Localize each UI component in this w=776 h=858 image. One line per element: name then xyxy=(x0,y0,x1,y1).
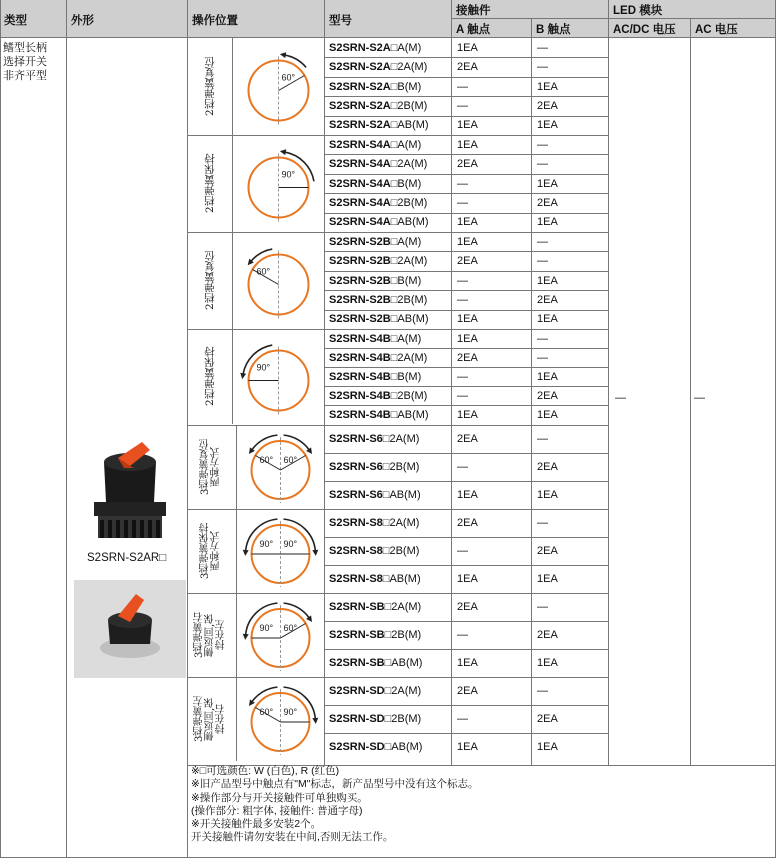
model-suffix: 2A(M) xyxy=(397,61,428,74)
contact-a-value: 1EA xyxy=(457,489,478,501)
model-suffix: 2A(M) xyxy=(397,255,428,268)
model-cell xyxy=(329,517,419,529)
contact-a-value: — xyxy=(457,389,468,402)
model-prefix: S2SRN-S2A xyxy=(329,61,391,74)
contact-b-value: — xyxy=(537,685,548,697)
product-image-front xyxy=(80,440,180,545)
model-cell xyxy=(329,275,421,287)
model-suffix: AB(M) xyxy=(389,489,421,501)
operation-label-line: 3档弹簧保持 xyxy=(200,522,211,580)
model-prefix: S2SRN-SD xyxy=(329,685,385,697)
angle-label: 90° xyxy=(259,538,274,549)
position-diagram xyxy=(233,38,324,135)
model-cell xyxy=(329,61,427,73)
angle-label: 60° xyxy=(256,266,271,277)
angle-label: 90° xyxy=(283,538,298,549)
operation-label xyxy=(200,429,222,505)
model-suffix: 2B(M) xyxy=(389,461,420,473)
model-prefix: S2SRN-SD xyxy=(329,741,385,753)
position-diagram xyxy=(233,135,324,232)
arrow-head xyxy=(280,149,286,155)
model-cell xyxy=(329,197,427,209)
model-cell xyxy=(329,601,421,613)
contact-a-value: 2EA xyxy=(457,61,478,74)
model-suffix: B(M) xyxy=(397,80,422,93)
model-cell xyxy=(329,119,429,131)
contact-b-value: — xyxy=(537,517,548,529)
angle-label: 90° xyxy=(256,362,271,373)
color-option-box: □ xyxy=(390,332,398,345)
model-cell xyxy=(329,352,427,364)
operation-label-line: 侧返回,保 xyxy=(205,613,216,657)
model-suffix: 2A(M) xyxy=(391,601,422,613)
contact-b-value: 1EA xyxy=(537,489,558,501)
model-prefix: S2SRN-S4A xyxy=(329,177,391,190)
angle-label: 60° xyxy=(281,72,296,83)
operation-label-line: 2档弹簧复位 xyxy=(204,250,216,311)
contact-a-value: 2EA xyxy=(457,158,478,171)
color-option-box: □ xyxy=(390,293,398,306)
position-diagram xyxy=(233,232,324,329)
angle-label: 90° xyxy=(281,169,296,180)
model-cell xyxy=(329,741,422,753)
position-diagram xyxy=(237,509,324,593)
model-prefix: S2SRN-S2A xyxy=(329,41,391,54)
note-2: ※旧产品型号中触点有"M"标志，新产品型号中没有这个标志。 xyxy=(191,778,479,791)
position-diagram xyxy=(237,425,324,509)
note-1: ※□可选颜色: W (白色), R (红色) xyxy=(191,765,340,777)
model-cell xyxy=(329,255,427,267)
model-suffix: 2B(M) xyxy=(397,99,428,112)
model-prefix: S2SRN-S8 xyxy=(329,545,383,557)
color-option-box: □ xyxy=(384,629,392,641)
arrow-head xyxy=(312,550,318,556)
model-suffix: 2B(M) xyxy=(389,545,420,557)
operation-label-line: 侧返回,保 xyxy=(205,697,216,741)
contact-b-value: 2EA xyxy=(537,293,558,306)
contact-a-value: 2EA xyxy=(457,255,478,268)
type-line-3: 非齐平型 xyxy=(3,69,47,82)
led-acdc-value: — xyxy=(615,392,626,404)
model-suffix: AB(M) xyxy=(397,216,429,229)
contact-b-value: 1EA xyxy=(537,216,558,229)
model-cell xyxy=(329,294,427,306)
operation-label xyxy=(194,597,227,673)
contact-b-value: 1EA xyxy=(537,408,558,421)
color-option-box: □ xyxy=(390,408,398,421)
model-prefix: S2SRN-S4B xyxy=(329,408,391,421)
color-option-box: □ xyxy=(384,657,392,669)
contact-a-value: — xyxy=(457,545,468,557)
position-diagram xyxy=(233,329,324,424)
header-contact-group: 接触件 xyxy=(452,0,608,18)
angle-label: 90° xyxy=(259,622,274,633)
model-suffix: 2A(M) xyxy=(389,517,420,529)
contact-b-value: 2EA xyxy=(537,713,558,725)
operation-label-line: 持在右 xyxy=(216,704,227,734)
operation-label-line: 3档弹簧左 xyxy=(194,695,205,743)
contact-a-value: 2EA xyxy=(457,517,478,529)
contact-b-value: 1EA xyxy=(537,573,558,585)
model-prefix: S2SRN-S2A xyxy=(329,99,391,112)
model-suffix: 2A(M) xyxy=(391,685,422,697)
model-prefix: S2SRN-S8 xyxy=(329,517,383,529)
angle-label: 60° xyxy=(259,706,274,717)
model-prefix: S2SRN-S6 xyxy=(329,433,383,445)
model-cell xyxy=(329,178,421,190)
product-image-panel xyxy=(74,580,186,678)
contact-b-value: 1EA xyxy=(537,80,558,93)
model-suffix: AB(M) xyxy=(397,408,429,421)
contact-a-value: 1EA xyxy=(457,408,478,421)
color-option-box: □ xyxy=(382,433,390,445)
model-suffix: 2B(M) xyxy=(391,713,422,725)
model-cell xyxy=(329,545,419,557)
model-cell xyxy=(329,629,421,641)
contact-b-value: — xyxy=(537,158,548,171)
contact-a-value: — xyxy=(457,629,468,641)
arrow-head xyxy=(243,634,249,640)
arrow-head xyxy=(240,373,246,379)
color-option-box: □ xyxy=(382,573,390,585)
contact-b-value: — xyxy=(537,235,548,248)
note-3: ※操作部分与开关接触件可单独购买。 xyxy=(191,791,368,804)
model-suffix: B(M) xyxy=(397,274,422,287)
contact-a-value: — xyxy=(457,274,468,287)
contact-b-value: 1EA xyxy=(537,177,558,190)
contact-b-value: 2EA xyxy=(537,196,558,209)
color-option-box: □ xyxy=(390,80,398,93)
position-diagram xyxy=(237,593,324,677)
model-cell xyxy=(329,685,421,697)
header-contact-b: B 触点 xyxy=(532,19,608,37)
position-diagram xyxy=(237,677,324,761)
contact-b-value: — xyxy=(537,433,548,445)
color-option-box: □ xyxy=(390,196,398,209)
model-prefix: S2SRN-SB xyxy=(329,629,385,641)
header-contact-a: A 触点 xyxy=(452,19,531,37)
contact-b-value: 1EA xyxy=(537,274,558,287)
model-suffix: A(M) xyxy=(397,235,422,248)
contact-b-value: 1EA xyxy=(537,741,558,753)
model-prefix: S2SRN-S6 xyxy=(329,489,383,501)
angle-label: 60° xyxy=(283,622,298,633)
model-cell xyxy=(329,81,421,93)
header-led-group: LED 模块 xyxy=(609,0,776,18)
model-suffix: A(M) xyxy=(397,41,422,54)
model-prefix: S2SRN-S2A xyxy=(329,119,391,132)
model-suffix: 2A(M) xyxy=(389,433,420,445)
color-option-box: □ xyxy=(384,685,392,697)
model-suffix: AB(M) xyxy=(391,657,423,669)
model-suffix: AB(M) xyxy=(391,741,423,753)
color-option-box: □ xyxy=(390,119,398,132)
contact-b-value: — xyxy=(537,41,548,54)
model-prefix: S2SRN-S2B xyxy=(329,313,391,326)
contact-b-value: 1EA xyxy=(537,370,558,383)
model-prefix: S2SRN-S2B xyxy=(329,255,391,268)
model-prefix: S2SRN-SB xyxy=(329,657,385,669)
color-option-box: □ xyxy=(390,41,398,54)
model-suffix: B(M) xyxy=(397,370,422,383)
color-option-box: □ xyxy=(382,517,390,529)
angle-label: 60° xyxy=(259,454,274,465)
color-option-box: □ xyxy=(390,313,398,326)
model-prefix: S2SRN-S4B xyxy=(329,332,391,345)
model-cell xyxy=(329,489,421,501)
operation-label-line: 2档弹簧保持 xyxy=(204,346,216,407)
model-cell xyxy=(329,657,422,669)
model-prefix: S2SRN-S4A xyxy=(329,158,391,171)
operation-label-line: 两种方式 xyxy=(211,531,222,571)
contact-a-value: — xyxy=(457,713,468,725)
model-prefix: S2SRN-S4A xyxy=(329,196,391,209)
operation-label xyxy=(204,236,216,325)
product-image-mounted xyxy=(74,580,186,678)
color-option-box: □ xyxy=(382,545,390,557)
model-cell xyxy=(329,390,427,402)
contact-b-value: 1EA xyxy=(537,657,558,669)
model-prefix: S2SRN-S4B xyxy=(329,370,391,383)
model-suffix: AB(M) xyxy=(397,119,429,132)
contact-b-value: 2EA xyxy=(537,99,558,112)
model-prefix: S2SRN-S4A xyxy=(329,138,391,151)
arrow-head xyxy=(243,550,249,556)
model-suffix: 2B(M) xyxy=(397,196,428,209)
contact-a-value: 1EA xyxy=(457,741,478,753)
contact-a-value: 1EA xyxy=(457,332,478,345)
contact-a-value: 1EA xyxy=(457,235,478,248)
contact-a-value: — xyxy=(457,293,468,306)
color-option-box: □ xyxy=(390,177,398,190)
model-prefix: S2SRN-SD xyxy=(329,713,385,725)
contact-a-value: — xyxy=(457,177,468,190)
model-cell xyxy=(329,42,421,54)
color-option-box: □ xyxy=(384,741,392,753)
contact-b-value: 2EA xyxy=(537,461,558,473)
header-type: 类型 xyxy=(0,0,66,37)
color-option-box: □ xyxy=(382,489,390,501)
operation-label-line: 两种方式 xyxy=(211,447,222,487)
angle-label: 90° xyxy=(283,706,298,717)
operation-label-line: 3档弹簧复位 xyxy=(200,438,211,496)
contact-b-value: 2EA xyxy=(537,389,558,402)
model-cell xyxy=(329,461,419,473)
contact-a-value: 2EA xyxy=(457,433,478,445)
arrow-head xyxy=(280,52,286,58)
color-option-box: □ xyxy=(390,370,398,383)
color-option-box: □ xyxy=(384,713,392,725)
model-cell xyxy=(329,313,429,325)
model-prefix: S2SRN-S4A xyxy=(329,216,391,229)
operation-label-line: 3档弹簧右 xyxy=(194,611,205,659)
model-prefix: S2SRN-S2B xyxy=(329,235,391,248)
model-prefix: S2SRN-S2B xyxy=(329,293,391,306)
contact-b-value: — xyxy=(537,332,548,345)
header-led-ac: AC 电压 xyxy=(691,19,776,37)
led-ac-value: — xyxy=(694,392,705,404)
contact-a-value: 2EA xyxy=(457,351,478,364)
model-suffix: 2B(M) xyxy=(397,293,428,306)
color-option-box: □ xyxy=(390,99,398,112)
header-appearance: 外形 xyxy=(67,0,187,37)
type-line-1: 鳍型长柄 xyxy=(3,41,47,54)
model-cell xyxy=(329,236,421,248)
model-suffix: AB(M) xyxy=(389,573,421,585)
note-4: (操作部分: 粗字体, 接触件: 普通字母) xyxy=(191,804,363,817)
model-cell xyxy=(329,713,421,725)
contact-a-value: 1EA xyxy=(457,313,478,326)
model-cell xyxy=(329,216,429,228)
note-6: 开关接触件请勿安装在中间,否则无法工作。 xyxy=(191,831,394,844)
model-prefix: S2SRN-S2B xyxy=(329,274,391,287)
contact-b-value: — xyxy=(537,351,548,364)
contact-a-value: 2EA xyxy=(457,685,478,697)
model-prefix: S2SRN-SB xyxy=(329,601,385,613)
contact-a-value: — xyxy=(457,370,468,383)
contact-b-value: 1EA xyxy=(537,119,558,132)
arrow-head xyxy=(312,718,318,724)
color-option-box: □ xyxy=(390,158,398,171)
header-led-acdc: AC/DC 电压 xyxy=(609,19,690,37)
color-option-box: □ xyxy=(384,601,392,613)
contact-b-value: — xyxy=(537,255,548,268)
contact-a-value: — xyxy=(457,99,468,112)
operation-label xyxy=(200,513,222,589)
contact-a-value: 1EA xyxy=(457,657,478,669)
contact-b-value: — xyxy=(537,601,548,613)
contact-a-value: — xyxy=(457,80,468,93)
contact-a-value: 2EA xyxy=(457,601,478,613)
model-prefix: S2SRN-S4B xyxy=(329,389,391,402)
model-suffix: 2B(M) xyxy=(397,389,428,402)
operation-label xyxy=(204,333,216,420)
operation-label-line: 2档弹簧复位 xyxy=(204,56,216,117)
type-line-2: 选择开关 xyxy=(3,55,47,68)
model-prefix: S2SRN-S8 xyxy=(329,573,383,585)
model-prefix: S2SRN-S2A xyxy=(329,80,391,93)
color-option-box: □ xyxy=(390,235,398,248)
contact-a-value: — xyxy=(457,196,468,209)
color-option-box: □ xyxy=(382,461,390,473)
header-model: 型号 xyxy=(325,0,451,37)
product-caption: S2SRN-S2AR□ xyxy=(87,552,167,564)
angle-label: 60° xyxy=(283,454,298,465)
model-cell xyxy=(329,100,427,112)
contact-b-value: — xyxy=(537,138,548,151)
operation-label-line: 持在左 xyxy=(216,620,227,650)
model-suffix: AB(M) xyxy=(397,313,429,326)
model-prefix: S2SRN-S4B xyxy=(329,351,391,364)
model-cell xyxy=(329,371,421,383)
model-suffix: 2A(M) xyxy=(397,158,428,171)
operation-label-line: 2档弹簧保持 xyxy=(204,153,216,214)
color-option-box: □ xyxy=(390,255,398,268)
contact-b-value: 1EA xyxy=(537,313,558,326)
contact-b-value: — xyxy=(537,61,548,74)
color-option-box: □ xyxy=(390,138,398,151)
model-suffix: A(M) xyxy=(397,332,422,345)
contact-a-value: — xyxy=(457,461,468,473)
color-option-box: □ xyxy=(390,389,398,402)
contact-b-value: 2EA xyxy=(537,545,558,557)
note-5: ※开关接触件最多安装2个。 xyxy=(191,818,322,831)
model-suffix: 2B(M) xyxy=(391,629,422,641)
color-option-box: □ xyxy=(390,274,398,287)
model-cell xyxy=(329,158,427,170)
contact-b-value: 2EA xyxy=(537,629,558,641)
color-option-box: □ xyxy=(390,351,398,364)
color-option-box: □ xyxy=(390,61,398,74)
contact-a-value: 1EA xyxy=(457,573,478,585)
model-cell xyxy=(329,409,429,421)
operation-label xyxy=(204,139,216,228)
notes xyxy=(191,765,479,845)
header-operation: 操作位置 xyxy=(188,0,324,37)
model-suffix: A(M) xyxy=(397,138,422,151)
model-cell xyxy=(329,433,419,445)
contact-a-value: 1EA xyxy=(457,216,478,229)
contact-a-value: 1EA xyxy=(457,41,478,54)
contact-a-value: 1EA xyxy=(457,138,478,151)
operation-label xyxy=(204,42,216,131)
model-cell xyxy=(329,573,421,585)
contact-a-value: 1EA xyxy=(457,119,478,132)
color-option-box: □ xyxy=(390,216,398,229)
model-prefix: S2SRN-S6 xyxy=(329,461,383,473)
type-name xyxy=(3,41,47,83)
model-suffix: B(M) xyxy=(397,177,422,190)
model-cell xyxy=(329,333,421,345)
operation-label xyxy=(194,681,227,757)
model-suffix: 2A(M) xyxy=(397,351,428,364)
model-cell xyxy=(329,139,421,151)
